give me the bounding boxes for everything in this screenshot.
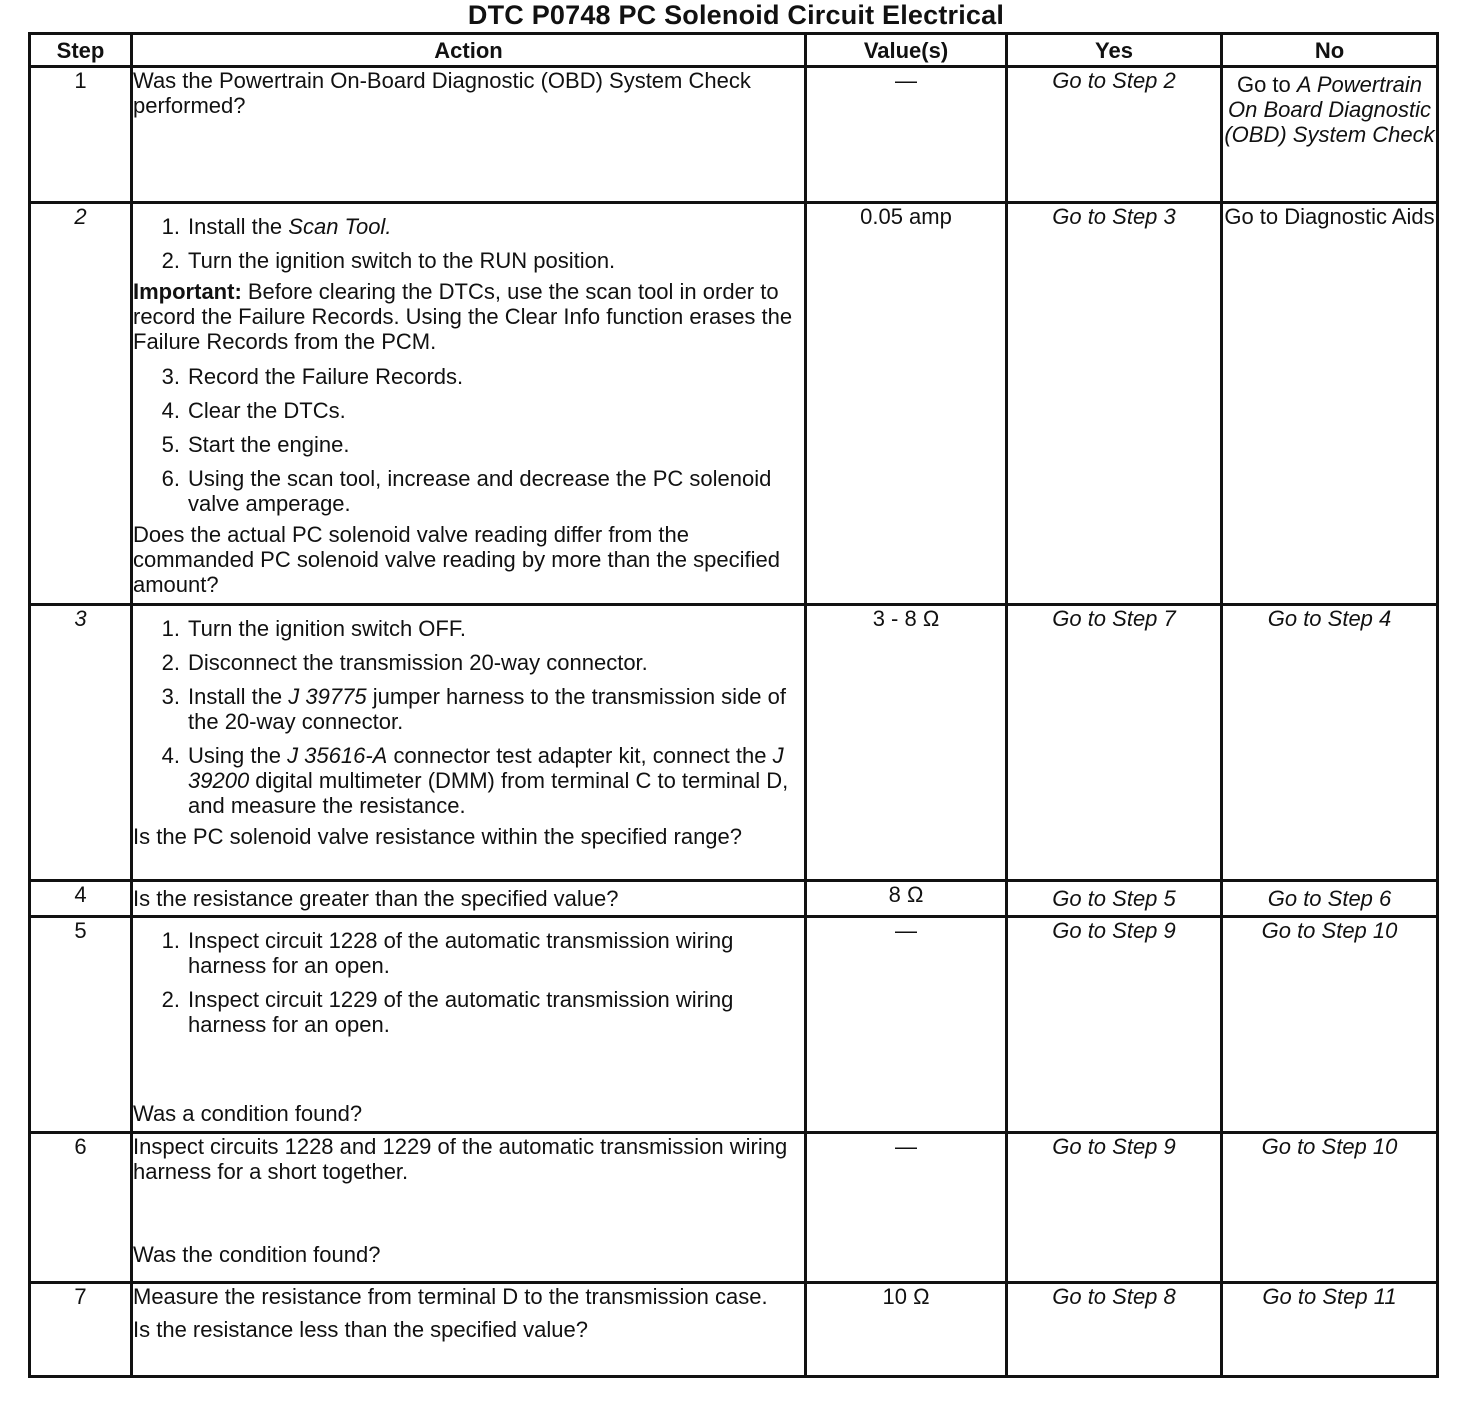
tool-name: J 39200 (188, 743, 784, 793)
value-cell: 8 Ω (806, 881, 1007, 917)
step-number: 1 (30, 67, 132, 203)
step-number: 7 (30, 1283, 132, 1377)
value-cell: — (806, 917, 1007, 1133)
value-cell: 3 - 8 Ω (806, 605, 1007, 881)
list-item: 2. Turn the ignition switch to the RUN position. (161, 248, 616, 273)
list-item: 2. Disconnect the transmission 20-way connector. (161, 650, 648, 675)
list-item: 5. Start the engine. (161, 432, 350, 457)
list-item: 1. Inspect circuit 1228 of the automatic transmission wiring harness for an open. (161, 928, 734, 978)
tool-name: Scan Tool. (288, 214, 392, 239)
step-number: 5 (30, 917, 132, 1133)
question-text: Was the condition found? (133, 1242, 381, 1267)
procedure-list (133, 928, 804, 1037)
action-cell (132, 1283, 806, 1377)
action-cell (132, 203, 806, 605)
list-item: 1. Install the Scan Tool. (161, 214, 392, 239)
no-link[interactable]: Go to Step 10 (1222, 917, 1438, 1133)
table-row-step-2 (30, 203, 1438, 605)
no-link[interactable]: A Powertrain On Board Diagnostic (OBD) System Check (1224, 72, 1435, 147)
diagnostic-table (28, 32, 1439, 1378)
no-link[interactable]: Go to Diagnostic Aids (1222, 203, 1438, 605)
yes-link[interactable]: Go to Step 5 (1007, 881, 1222, 917)
value-cell: — (806, 67, 1007, 203)
important-note (133, 279, 804, 354)
table-header-row (30, 34, 1438, 67)
question-text: Was the Powertrain On-Board Diagnostic (OBD) System Check performed? (133, 68, 751, 118)
no-prefix: Go to (1236, 72, 1297, 97)
yes-link[interactable]: Go to Step 9 (1007, 917, 1222, 1133)
list-item: 3. Record the Failure Records. (161, 364, 464, 389)
action-cell (132, 881, 806, 917)
list-item: 1. Turn the ignition switch OFF. (161, 616, 466, 641)
list-item: 3. Install the J 39775 jumper harness to the transmission side of the 20-way connector. (161, 684, 786, 734)
step-number: 4 (30, 881, 132, 917)
procedure-list (133, 214, 804, 273)
table-row-step-3 (30, 605, 1438, 881)
no-link[interactable]: Go to Step 11 (1222, 1283, 1438, 1377)
action-cell (132, 1133, 806, 1283)
value-cell: 10 Ω (806, 1283, 1007, 1377)
list-item: 4. Clear the DTCs. (161, 398, 346, 423)
table-row-step-1 (30, 67, 1438, 203)
step-number: 2 (30, 203, 132, 605)
important-text: Before clearing the DTCs, use the scan tool in order to record the Failure Records. Using the Clear Info function erases the Failure Records from the PCM. (133, 279, 793, 354)
yes-link[interactable]: Go to Step 8 (1007, 1283, 1222, 1377)
action-cell (132, 917, 806, 1133)
no-link[interactable]: Go to Step 4 (1222, 605, 1438, 881)
table-row-step-5 (30, 917, 1438, 1133)
step-number: 3 (30, 605, 132, 881)
question-text: Is the resistance less than the specified value? (133, 1317, 588, 1342)
procedure-list (133, 364, 804, 516)
yes-link[interactable]: Go to Step 9 (1007, 1133, 1222, 1283)
table-row-step-7 (30, 1283, 1438, 1377)
value-cell: — (806, 1133, 1007, 1283)
question-text: Is the resistance greater than the specified value? (133, 886, 619, 911)
list-item: 2. Inspect circuit 1229 of the automatic transmission wiring harness for an open. (161, 987, 734, 1037)
instruction-text: Measure the resistance from terminal D to the transmission case. (133, 1284, 768, 1309)
instruction-text: Inspect circuits 1228 and 1229 of the automatic transmission wiring harness for a short together. (133, 1134, 788, 1184)
tool-name: J 35616-A (287, 743, 388, 768)
table-row-step-6 (30, 1133, 1438, 1283)
step-number: 6 (30, 1133, 132, 1283)
header-yes: Yes (1007, 34, 1222, 67)
tool-name: J 39775 (288, 684, 367, 709)
no-cell (1222, 67, 1438, 203)
list-item: 4. Using the J 35616-A connector test adapter kit, connect the J 39200 digital multimeter (DMM) from terminal C to terminal D, and measure the resistance. (161, 743, 789, 818)
no-link[interactable]: Go to Step 10 (1222, 1133, 1438, 1283)
value-cell: 0.05 amp (806, 203, 1007, 605)
procedure-list (133, 616, 804, 818)
yes-link[interactable]: Go to Step 2 (1007, 67, 1222, 203)
header-values: Value(s) (806, 34, 1007, 67)
page-title: DTC P0748 PC Solenoid Circuit Electrical (467, 0, 1005, 30)
list-item: 6. Using the scan tool, increase and decrease the PC solenoid valve amperage. (161, 466, 772, 516)
action-cell (132, 605, 806, 881)
header-step: Step (30, 34, 132, 67)
question-text: Does the actual PC solenoid valve reading differ from the commanded PC solenoid valve reading by more than the specified amount? (133, 522, 780, 597)
table-row-step-4 (30, 881, 1438, 917)
header-action: Action (132, 34, 806, 67)
no-link[interactable]: Go to Step 6 (1222, 881, 1438, 917)
yes-link[interactable]: Go to Step 7 (1007, 605, 1222, 881)
important-label: Important: (133, 279, 242, 304)
yes-link[interactable]: Go to Step 3 (1007, 203, 1222, 605)
action-cell (132, 67, 806, 203)
question-text: Is the PC solenoid valve resistance within the specified range? (133, 824, 743, 849)
question-text: Was a condition found? (133, 1101, 363, 1126)
header-no: No (1222, 34, 1438, 67)
